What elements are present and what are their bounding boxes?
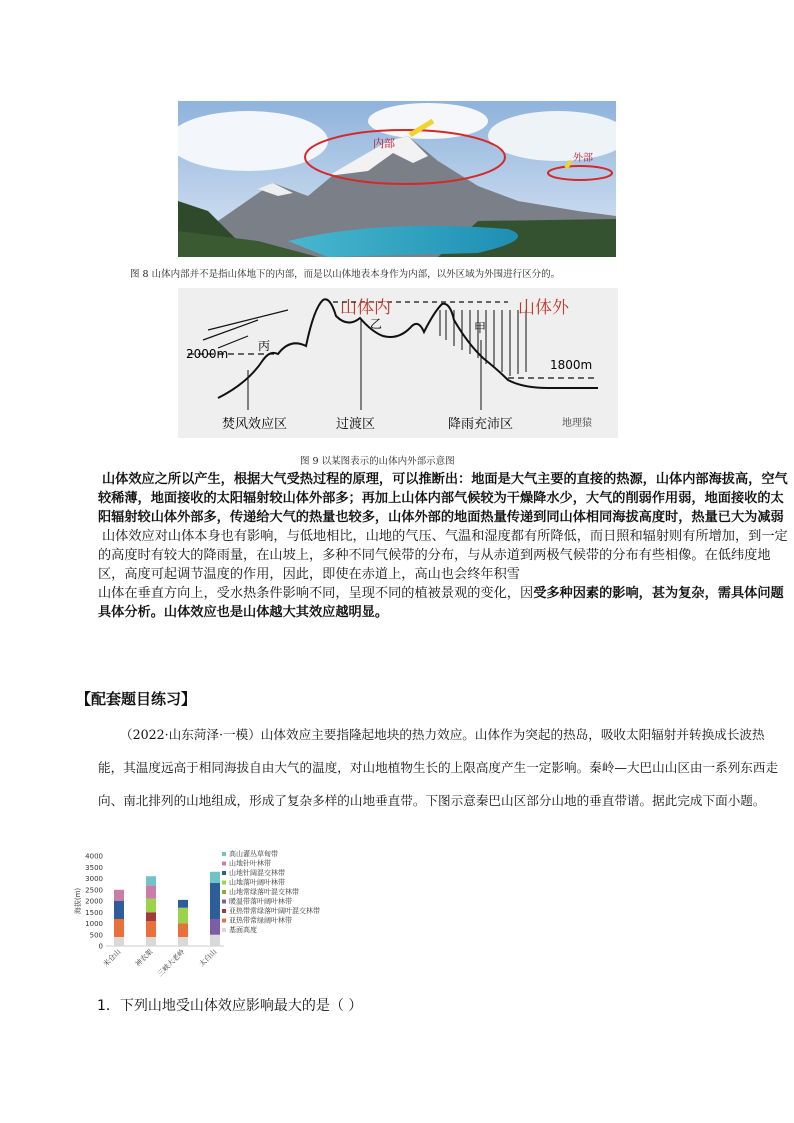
bar-segment (178, 908, 188, 924)
legend-swatch (222, 919, 226, 923)
section-title: 【配套题目练习】 (76, 690, 197, 708)
legend-swatch (222, 881, 226, 885)
question-intro: （2022·山东菏泽·一模）山体效应主要指隆起地块的热力效应。山体作为突起的热岛，吸收太阳辐射并转换成长波热能，其温度远高于相同海拔自由大气的温度，对山地植物生长的上限高度产生一定影响。秦岭—大巴山山区由一系列东西走向、南北排列的山地组成，形成了复杂多样的山地垂直带。下图示意秦巴山区部分山地的垂直带谱。据此完成下面小题。 (98, 727, 779, 808)
legend-swatch (222, 862, 226, 866)
legend-entry: 山地落叶阔叶林带 (229, 878, 285, 887)
legend-entry: 山地针叶林带 (229, 859, 271, 868)
bar-segment (178, 900, 188, 908)
paragraph-3 (98, 584, 788, 622)
bar-segment (178, 937, 188, 946)
question-1: 1．下列山地受山体效应影响最大的是（ ） (97, 998, 363, 1014)
paragraph-3a: 山体在垂直方向上，受水热条件影响不同，呈现不同的植被景观的变化，因 (98, 586, 534, 601)
bar-segment (178, 924, 188, 938)
category-label: 太白山 (197, 947, 219, 969)
legend-swatch (222, 871, 226, 875)
bar-segment (114, 937, 124, 946)
paragraph-1: 山体效应之所以产生，根据大气受热过程的原理，可以推断出：地面是大气主要的直接的热源，山体内部海拔高，空气较稀薄，地面接收的太阳辐射较山体外部多；再加上山体内部气候较为干燥降水少，大气的削弱作用弱，地面接收的太阳辐射较山体外部多，传递给大气的热量也较多，山体外部的地面热量传递到同山体相同海拔高度时，热量已大为减弱 (98, 472, 788, 525)
label-jia: 甲 (474, 321, 487, 335)
y-tick-label: 0 (98, 942, 103, 951)
y-tick-label: 1500 (85, 908, 103, 917)
legend-swatch (222, 909, 226, 913)
bar-segment (146, 937, 156, 946)
category-label: 三峡大老岭 (156, 947, 187, 978)
legend-entry: 亚热带常绿阔叶林带 (229, 916, 292, 925)
zone-right: 降雨充沛区 (448, 417, 514, 432)
label-inner: 内部 (373, 137, 395, 150)
label-outer: 外部 (573, 153, 593, 164)
chart-svg (70, 848, 330, 978)
category-label: 神农架 (133, 947, 155, 969)
label-yi: 乙 (370, 317, 383, 331)
mountain-photo (178, 101, 616, 257)
legend-swatch (222, 852, 226, 856)
paragraph-3b: 受多种因素的影响，甚为复杂，需具体问题具体分析。山体效应也是山体越大其效应越明显。 (98, 586, 784, 620)
label-inside: 山体内 (340, 298, 391, 318)
legend-entry: 高山灌丛草甸带 (229, 850, 278, 858)
y-tick-label: 1000 (85, 920, 103, 928)
legend-swatch (222, 900, 226, 904)
vertical-zone-chart (70, 848, 330, 978)
y-tick-label: 4000 (85, 852, 103, 861)
label-bing: 丙 (258, 339, 271, 353)
figure8-caption: 图 8 山体内部并不是指山体地下的内部，而是以山体地表本身作为内部，以外区域为外围进行区分的。 (130, 269, 561, 280)
paragraph-2: 山体效应对山体本身也有影响，与低地相比，山地的气压、气温和湿度都有所降低，而日照和辐射则有所增加，到一定的高度时有较大的降雨量，在山坡上，多种不同气候带的分布，与从赤道到两极气候带的分布有些相像。在低纬度地区，高度可起调节温度的作用，因此，即使在赤道上，高山也会终年积雪 (98, 529, 788, 582)
bar-segment (210, 883, 220, 919)
bar-segment (146, 885, 156, 899)
legend-entry: 亚热带常绿落叶阔叶混交林带 (229, 907, 320, 915)
y-tick-label: 3500 (85, 863, 103, 872)
legend-swatch (222, 928, 226, 932)
bar-segment (146, 899, 156, 913)
y-tick-label: 500 (89, 931, 103, 940)
altitude-left: 2000m (186, 347, 229, 361)
y-axis-label: 海拔(m) (74, 887, 82, 915)
watermark: 地理猿 (562, 418, 592, 429)
bar-segment (146, 912, 156, 921)
y-tick-label: 3000 (85, 875, 103, 883)
figure9-caption: 图 9 以某图表示的山体内外部示意图 (300, 456, 455, 467)
category-label: 米仓山 (101, 947, 123, 969)
bar-segment (114, 919, 124, 937)
y-tick-label: 2500 (85, 886, 103, 895)
bar-segment (146, 876, 156, 885)
legend-swatch (222, 890, 226, 894)
bar-segment (210, 919, 220, 935)
legend-entry: 基面高度 (229, 926, 257, 934)
mountain-profile-diagram (178, 288, 618, 438)
body-text (98, 470, 788, 622)
bar-segment (114, 890, 124, 901)
y-tick-label: 2000 (85, 897, 103, 906)
label-outside: 山体外 (518, 298, 569, 318)
legend-entry: 暖温带落叶阔叶林带 (229, 897, 292, 906)
bar-segment (146, 921, 156, 937)
zone-mid: 过渡区 (336, 417, 376, 432)
legend-entry: 山地针阔混交林带 (229, 869, 285, 877)
altitude-right: 1800m (550, 358, 593, 372)
bar-segment (114, 901, 124, 919)
bar-segment (210, 872, 220, 883)
legend-entry: 山地常绿落叶混交林带 (229, 888, 299, 896)
zone-left: 焚风效应区 (222, 417, 288, 432)
bar-segment (210, 935, 220, 946)
